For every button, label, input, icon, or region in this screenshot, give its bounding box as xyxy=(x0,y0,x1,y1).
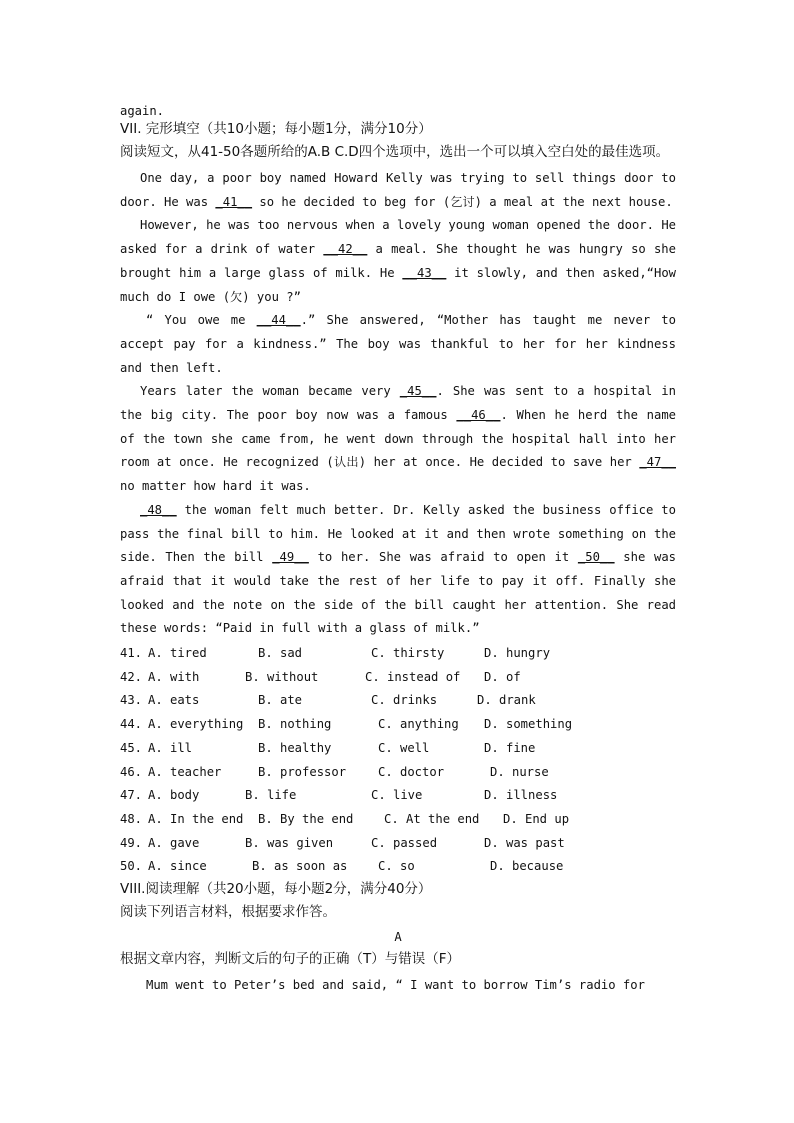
blank-50: _50__ xyxy=(577,550,615,565)
part-instruction: 根据文章内容，判断文后的句子的正确（T）与错误（F） xyxy=(120,950,461,967)
answer-options xyxy=(120,642,676,879)
passage-b-first-line: Mum went to Peter’s bed and said, “ I want to borrow Tim’s radio for xyxy=(146,977,645,992)
section8-heading: VIII.阅读理解（共20小题，每小题2分，满分40分） xyxy=(120,880,432,897)
question-row: 44. A. everything B. nothing C. anything D. something xyxy=(120,717,573,732)
question-row: 49. A. gave B. was given C. passed D. was past xyxy=(120,835,565,850)
blank-45: _45__ xyxy=(399,384,437,399)
blank-46: __46__ xyxy=(456,408,501,423)
section7-instruction: 阅读短文，从41-50各题所给的A.B C.D四个选项中，选出一个可以填入空白处的最佳选项。 xyxy=(120,144,670,160)
blank-47: _47__ xyxy=(639,455,676,470)
question-row: 41. A. tired B. sad C. thirsty D. hungry xyxy=(120,646,551,661)
blank-44: __44__ xyxy=(256,313,301,328)
blank-43: __43__ xyxy=(402,265,447,280)
blank-42: __42__ xyxy=(323,242,368,257)
question-row: 42. A. with B. without C. instead of D. of xyxy=(120,669,521,684)
passage-paragraph-2: However, he was too nervous when a lovely young woman opened the door. He asked for a drink of water __42__ a meal. She thought he was hungry so she brought him a large glass of milk. He __43__ it slowly, and then asked,“How much do I owe (欠) you ?” xyxy=(120,218,677,304)
question-row: 47. A. body B. life C. live D. illness xyxy=(120,788,558,803)
passage-paragraph-5: _48__ the woman felt much better. Dr. Kelly asked the business office to pass the final bill to him. He looked at it and then wrote something on the side. Then the bill _49__ to her. She was afraid to open it _50__ she was afraid that it would take the rest of her life to pay it off. Finally she looked and the note on the side of the bill caught her attention. She read these words: “Paid in full with a glass of milk.” xyxy=(120,502,677,636)
blank-49: _49__ xyxy=(272,550,309,565)
passage-paragraph-4: Years later the woman became very _45__. She was sent to a hospital in the big city. The poor boy now was a famous __46__. When he herd the name of the town she came from, he went down through the hospital hall into her room at once. He recognized (认出) her at once. He decided to save her _47__ no matter how hard it was. xyxy=(120,384,676,494)
cloze-passage xyxy=(120,167,676,641)
top-fragment: again. xyxy=(120,104,165,118)
section7-heading: VII. 完形填空（共10小题；每小题1分，满分10分） xyxy=(120,121,432,137)
question-row: 43. A. eats B. ate C. drinks D. drank xyxy=(120,693,536,708)
passage-paragraph-3: “ You owe me __44__.” She answered, “Mother has taught me never to accept pay for a kindness.” The boy was thankful to her for her kindness and then left. xyxy=(120,313,676,375)
passage-paragraph-1: One day, a poor boy named Howard Kelly was trying to sell things door to door. He was _41__ so he decided to beg for (乞讨) a meal at the next house. xyxy=(120,171,676,209)
question-row: 50. A. since B. as soon as C. so D. because xyxy=(120,859,564,874)
part-label: A xyxy=(394,929,402,944)
blank-41: _41__ xyxy=(215,194,253,209)
document-page xyxy=(120,102,676,1000)
section8-instruction: 阅读下列语言材料，根据要求作答。 xyxy=(120,903,336,920)
question-row: 45. A. ill B. healthy C. well D. fine xyxy=(120,740,536,755)
question-row: 46. A. teacher B. professor C. doctor D. nurse xyxy=(120,764,549,779)
blank-48: _48__ xyxy=(140,502,177,517)
question-row: 48. A. In the end B. By the end C. At the end D. End up xyxy=(120,811,570,826)
